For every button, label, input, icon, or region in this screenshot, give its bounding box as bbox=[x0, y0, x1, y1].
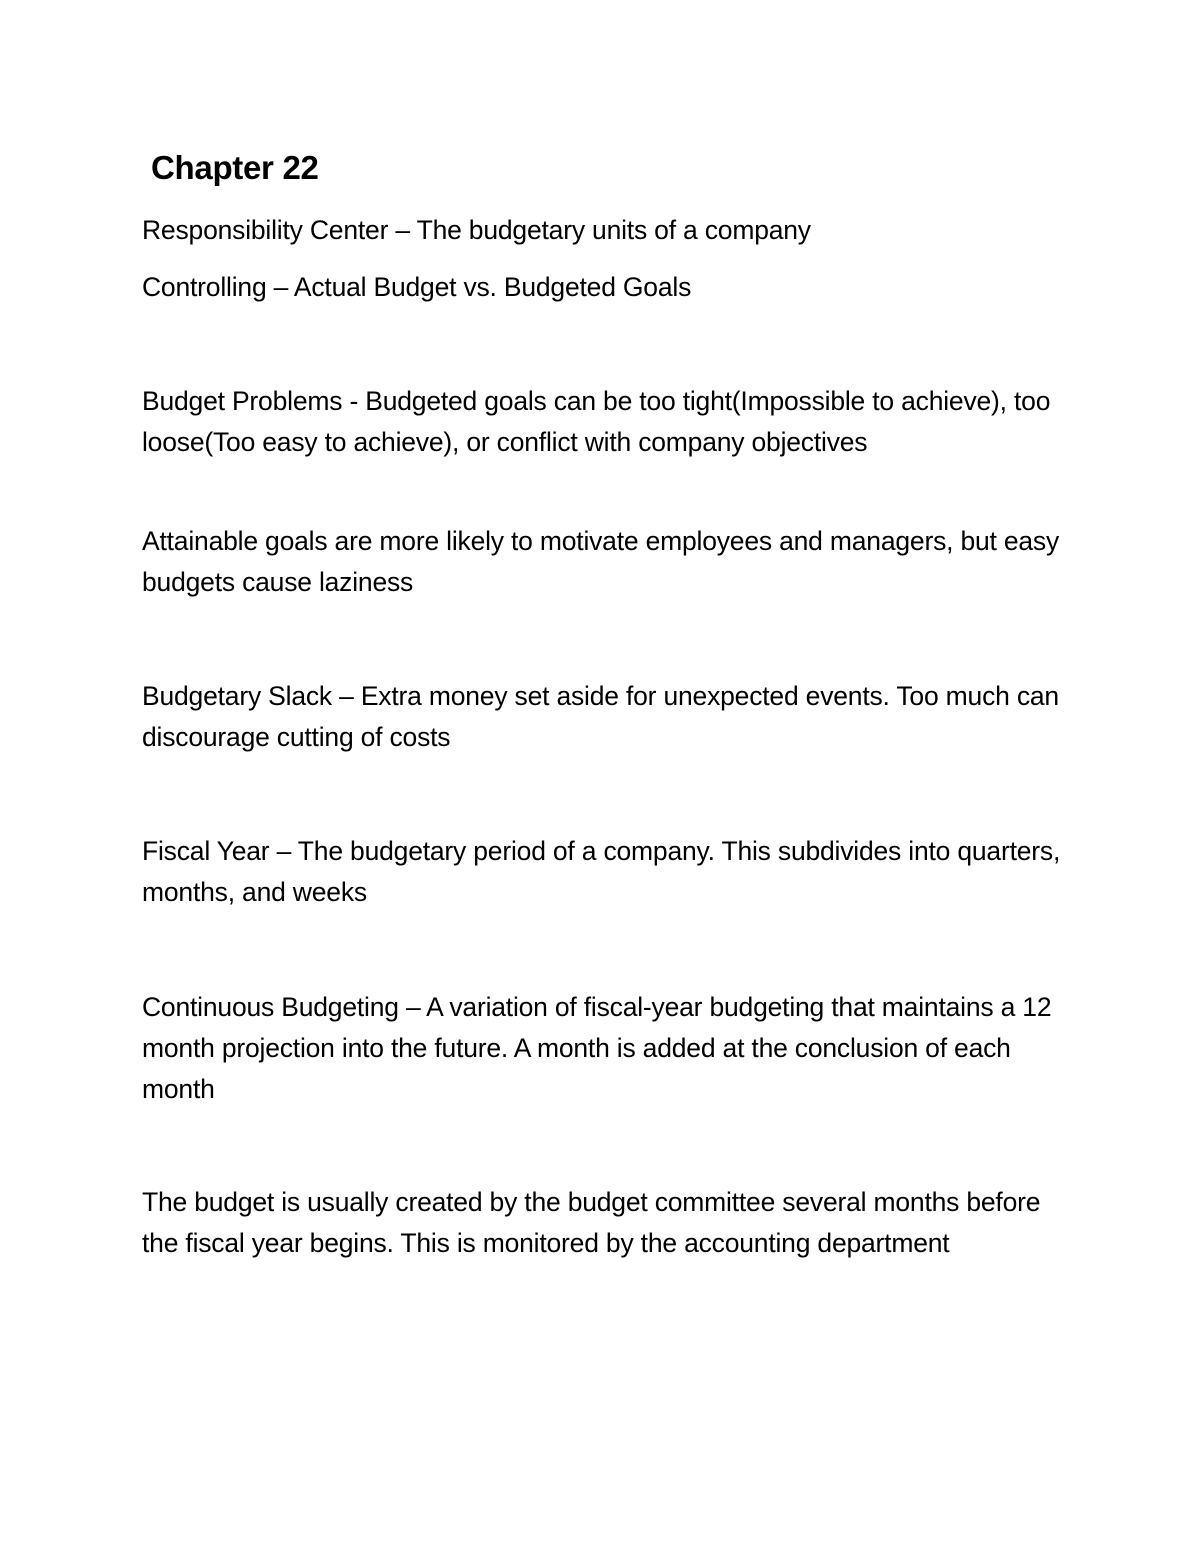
paragraph-controlling: Controlling – Actual Budget vs. Budgeted Goals bbox=[142, 272, 692, 302]
paragraph-continuous-budgeting: Continuous Budgeting – A variation of fiscal-year budgeting that maintains a 12 month projection into the future. A month is added at the conclusion of each month bbox=[142, 992, 1052, 1104]
paragraph-budget-committee: The budget is usually created by the budget committee several months before the fiscal year begins. This is monitored by the accounting department bbox=[142, 1187, 1041, 1258]
paragraph-budgetary-slack: Budgetary Slack – Extra money set aside for unexpected events. Too much can discourage cutting of costs bbox=[142, 681, 1059, 752]
paragraph-responsibility-center: Responsibility Center – The budgetary units of a company bbox=[142, 215, 811, 245]
paragraph-attainable-goals: Attainable goals are more likely to motivate employees and managers, but easy budgets cause laziness bbox=[142, 526, 1060, 597]
paragraph-fiscal-year: Fiscal Year – The budgetary period of a company. This subdivides into quarters, months, and weeks bbox=[142, 836, 1061, 907]
paragraph-budget-problems: Budget Problems - Budgeted goals can be too tight(Impossible to achieve), too loose(Too easy to achieve), or conflict with company objectives bbox=[142, 386, 1051, 457]
chapter-title: Chapter 22 bbox=[151, 149, 319, 186]
